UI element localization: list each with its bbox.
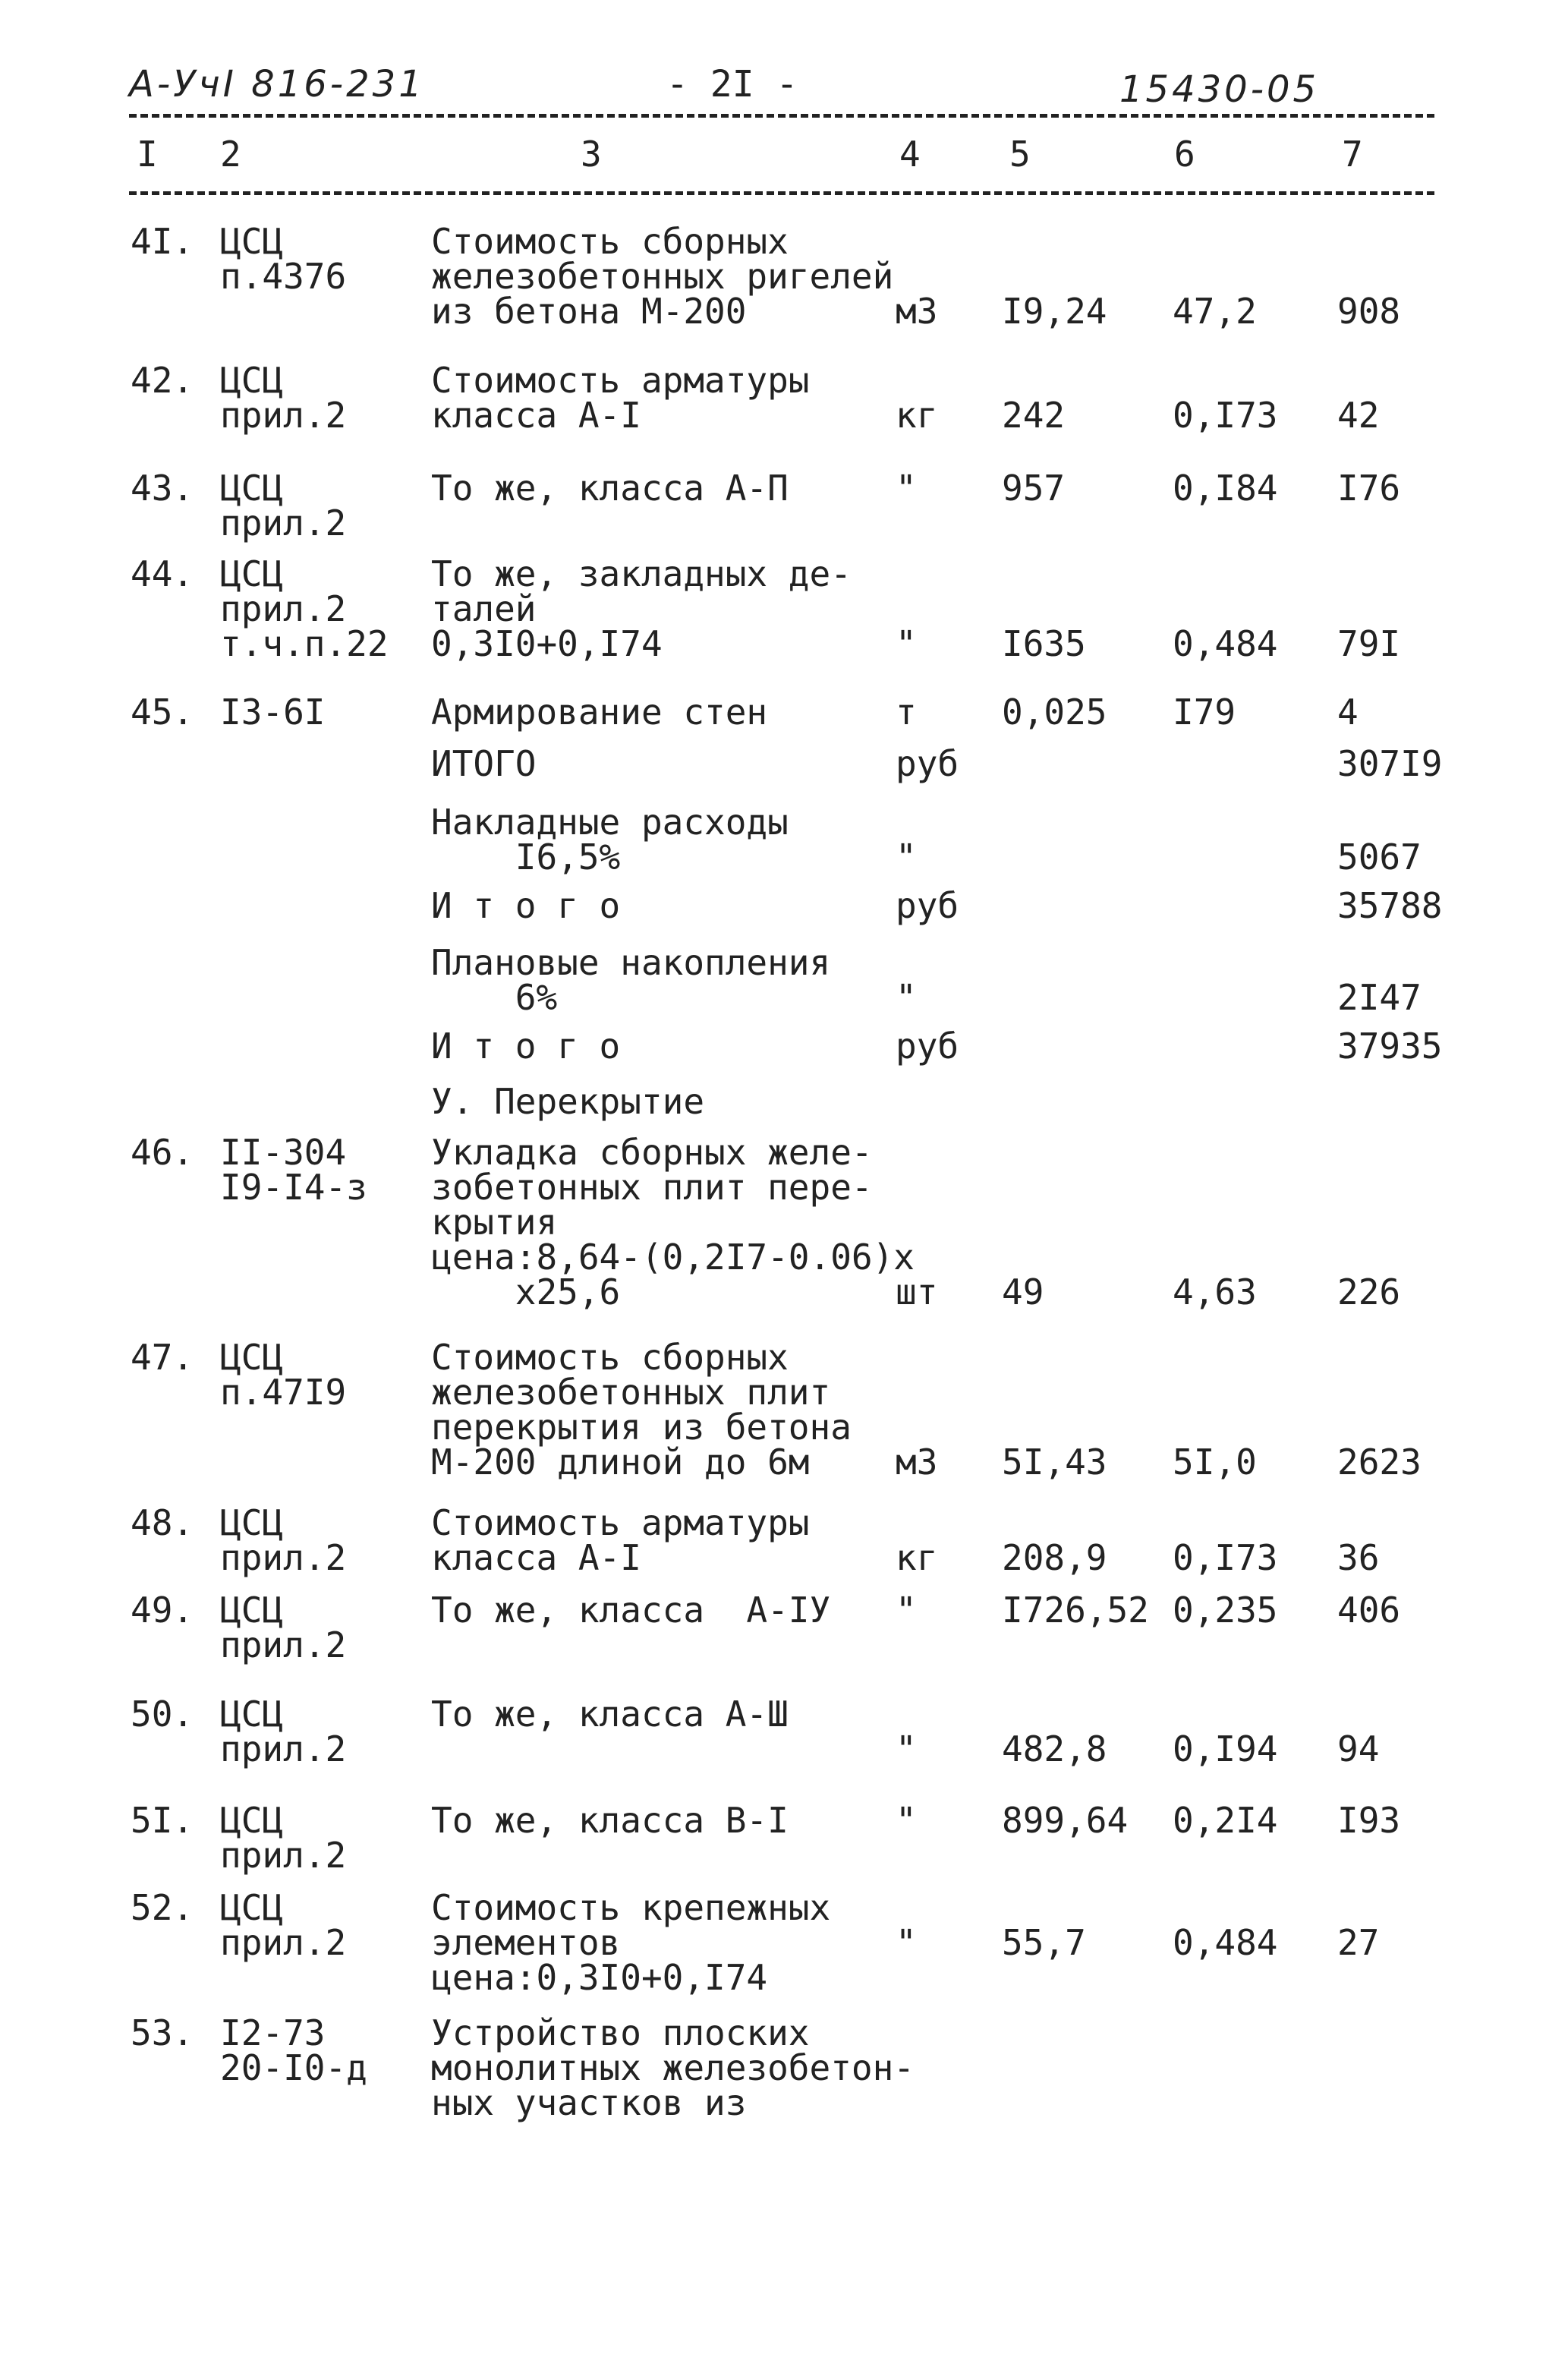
work-description bbox=[431, 942, 831, 1018]
work-description-line: Накладные расходы bbox=[431, 802, 789, 843]
rate-code-line: прил.2 bbox=[220, 395, 347, 436]
rate-code bbox=[220, 1887, 347, 1963]
total-cost: 307I9 bbox=[1337, 743, 1443, 784]
work-description-line: Стоимость арматуры bbox=[431, 1502, 810, 1543]
work-description-line: То же, класса А-П bbox=[431, 468, 789, 509]
unit: " bbox=[896, 837, 917, 878]
quantity: 55,7 bbox=[1002, 1922, 1086, 1963]
rate-code-line: т.ч.п.22 bbox=[220, 623, 389, 664]
unit: руб bbox=[896, 1026, 959, 1067]
rate-code bbox=[220, 468, 347, 544]
work-description-line: железобетонных плит bbox=[431, 1372, 831, 1413]
work-description-line: М-200 длиной до 6м bbox=[431, 1442, 810, 1483]
quantity: 0,025 bbox=[1002, 692, 1107, 733]
quantity: I635 bbox=[1002, 623, 1086, 664]
item-number: 46. bbox=[131, 1132, 194, 1173]
work-description-line: Плановые накопления bbox=[431, 942, 831, 983]
item-number: 48. bbox=[131, 1502, 194, 1543]
unit-price: 0,I94 bbox=[1173, 1728, 1278, 1769]
rate-code bbox=[220, 1502, 347, 1578]
work-description-line: класса А-I bbox=[431, 395, 641, 436]
total-cost: 36 bbox=[1337, 1537, 1380, 1578]
work-description bbox=[431, 743, 537, 784]
rate-code bbox=[220, 221, 347, 297]
unit: " bbox=[896, 1728, 917, 1769]
item-number: 50. bbox=[131, 1694, 194, 1735]
work-description-line: цена:8,64-(0,2I7-0.06)х bbox=[431, 1237, 915, 1278]
page-number: - 2I - bbox=[666, 63, 798, 106]
work-description-line: перекрытия из бетона bbox=[431, 1407, 852, 1448]
total-cost: 27 bbox=[1337, 1922, 1380, 1963]
unit-price: 47,2 bbox=[1173, 291, 1257, 332]
unit: " bbox=[896, 623, 917, 664]
rate-code-line: ЦСЦ bbox=[220, 468, 284, 509]
work-description-line: талей bbox=[431, 588, 537, 629]
work-description bbox=[431, 1502, 810, 1578]
item-number: 49. bbox=[131, 1590, 194, 1631]
total-cost: 79I bbox=[1337, 623, 1401, 664]
total-cost: 37935 bbox=[1337, 1026, 1443, 1067]
column-header-7: 7 bbox=[1342, 134, 1363, 175]
column-header-3: 3 bbox=[581, 134, 602, 175]
rate-code bbox=[220, 1800, 347, 1876]
quantity: 208,9 bbox=[1002, 1537, 1107, 1578]
item-number: 53. bbox=[131, 2012, 194, 2053]
column-header-6: 6 bbox=[1174, 134, 1195, 175]
rate-code-line: п.4376 bbox=[220, 256, 347, 297]
quantity: 242 bbox=[1002, 395, 1066, 436]
work-description bbox=[431, 1800, 789, 1841]
unit-price: 0,2I4 bbox=[1173, 1800, 1278, 1841]
work-description-line: железобетонных ригелей bbox=[431, 256, 894, 297]
item-number: 44. bbox=[131, 553, 194, 594]
rate-code-line: ЦСЦ bbox=[220, 1590, 284, 1631]
work-description-line: Армирование стен bbox=[431, 692, 768, 733]
total-cost: I93 bbox=[1337, 1800, 1401, 1841]
quantity: 482,8 bbox=[1002, 1728, 1107, 1769]
total-cost: 908 bbox=[1337, 291, 1401, 332]
unit: " bbox=[896, 1922, 917, 1963]
total-cost: 4 bbox=[1337, 692, 1359, 733]
doc-code: А-УчI 816-231 bbox=[129, 63, 425, 106]
total-cost: 42 bbox=[1337, 395, 1380, 436]
rate-code-line: прил.2 bbox=[220, 1624, 347, 1665]
rate-code bbox=[220, 692, 326, 733]
rate-code-line: ЦСЦ bbox=[220, 1337, 284, 1378]
work-description-line: То же, класса В-I bbox=[431, 1800, 789, 1841]
work-description-line: Стоимость арматуры bbox=[431, 360, 810, 401]
item-number: 42. bbox=[131, 360, 194, 401]
work-description-line: монолитных железобетон- bbox=[431, 2047, 915, 2088]
item-number: 5I. bbox=[131, 1800, 194, 1841]
unit-price: 0,I73 bbox=[1173, 395, 1278, 436]
work-description-line: Устройство плоских bbox=[431, 2012, 810, 2053]
work-description-line: То же, закладных де- bbox=[431, 553, 852, 594]
unit-price: 0,484 bbox=[1173, 1922, 1278, 1963]
quantity: I726,52 bbox=[1002, 1590, 1149, 1631]
work-description bbox=[431, 1590, 831, 1631]
item-number: 52. bbox=[131, 1887, 194, 1928]
rate-code bbox=[220, 1132, 367, 1208]
work-description-line: То же, класса А-IУ bbox=[431, 1590, 831, 1631]
quantity: 899,64 bbox=[1002, 1800, 1129, 1841]
work-description-line: ных участков из bbox=[431, 2082, 747, 2123]
item-number: 43. bbox=[131, 468, 194, 509]
work-description bbox=[431, 692, 768, 733]
work-description-line: класса А-I bbox=[431, 1537, 641, 1578]
quantity: 49 bbox=[1002, 1272, 1044, 1312]
unit: руб bbox=[896, 743, 959, 784]
work-description-line: элементов bbox=[431, 1922, 621, 1963]
work-description-line: зобетонных плит пере- bbox=[431, 1167, 873, 1208]
total-cost: 94 bbox=[1337, 1728, 1380, 1769]
work-description bbox=[431, 221, 894, 332]
unit-price: 0,235 bbox=[1173, 1590, 1278, 1631]
rate-code bbox=[220, 1337, 347, 1413]
rate-code bbox=[220, 1590, 347, 1665]
item-number: 45. bbox=[131, 692, 194, 733]
column-header-1: I bbox=[137, 134, 158, 175]
rate-code-line: ЦСЦ bbox=[220, 1694, 284, 1735]
rate-code bbox=[220, 2012, 367, 2088]
rate-code-line: I2-73 bbox=[220, 2012, 326, 2053]
rate-code-line: ЦСЦ bbox=[220, 360, 284, 401]
work-description bbox=[431, 1337, 852, 1483]
unit-price: I79 bbox=[1173, 692, 1236, 733]
unit-price: 5I,0 bbox=[1173, 1442, 1257, 1483]
work-description bbox=[431, 360, 810, 436]
work-description bbox=[431, 553, 852, 664]
unit: " bbox=[896, 977, 917, 1018]
rate-code-line: прил.2 bbox=[220, 1537, 347, 1578]
column-header-5: 5 bbox=[1009, 134, 1031, 175]
rate-code-line: ЦСЦ bbox=[220, 1502, 284, 1543]
rate-code-line: прил.2 bbox=[220, 1835, 347, 1876]
quantity: 5I,43 bbox=[1002, 1442, 1107, 1483]
item-number: 47. bbox=[131, 1337, 194, 1378]
unit: " bbox=[896, 1800, 917, 1841]
rate-code-line: I3-6I bbox=[220, 692, 326, 733]
total-cost: 2I47 bbox=[1337, 977, 1422, 1018]
work-description-line: Стоимость сборных bbox=[431, 221, 789, 262]
unit: м3 bbox=[896, 291, 938, 332]
work-description bbox=[431, 1132, 915, 1312]
unit: кг bbox=[896, 1537, 938, 1578]
column-header-4: 4 bbox=[899, 134, 921, 175]
total-cost: 226 bbox=[1337, 1272, 1401, 1312]
unit: " bbox=[896, 468, 917, 509]
rate-code-line: прил.2 bbox=[220, 503, 347, 544]
rate-code-line: II-304 bbox=[220, 1132, 347, 1173]
rate-code-line: прил.2 bbox=[220, 1922, 347, 1963]
work-description-line: И т о г о bbox=[431, 885, 621, 926]
work-description bbox=[431, 885, 621, 926]
work-description bbox=[431, 802, 789, 878]
total-cost: 406 bbox=[1337, 1590, 1401, 1631]
work-description-line: Стоимость крепежных bbox=[431, 1887, 831, 1928]
registration-number: 15430-05 bbox=[1119, 68, 1320, 111]
rate-code bbox=[220, 553, 389, 664]
unit: м3 bbox=[896, 1442, 938, 1483]
total-cost: 2623 bbox=[1337, 1442, 1422, 1483]
work-description-line: У. Перекрытие bbox=[431, 1081, 705, 1122]
work-description-line: I6,5% bbox=[431, 837, 621, 878]
rate-code-line: прил.2 bbox=[220, 588, 347, 629]
unit-price: 0,I73 bbox=[1173, 1537, 1278, 1578]
unit: руб bbox=[896, 885, 959, 926]
rate-code-line: п.47I9 bbox=[220, 1372, 347, 1413]
rate-code-line: I9-I4-з bbox=[220, 1167, 367, 1208]
unit-price: 0,484 bbox=[1173, 623, 1278, 664]
work-description-line: х25,6 bbox=[431, 1272, 621, 1312]
rate-code-line: 20-I0-д bbox=[220, 2047, 367, 2088]
work-description-line: 0,3I0+0,I74 bbox=[431, 623, 663, 664]
rate-code-line: прил.2 bbox=[220, 1728, 347, 1769]
unit: " bbox=[896, 1590, 917, 1631]
work-description-line: Стоимость сборных bbox=[431, 1337, 789, 1378]
unit: шт bbox=[896, 1272, 938, 1312]
unit: т bbox=[896, 692, 917, 733]
work-description-line: 6% bbox=[431, 977, 558, 1018]
rate-code bbox=[220, 1694, 347, 1769]
rate-code-line: ЦСЦ bbox=[220, 1800, 284, 1841]
work-description-line: То же, класса А-Ш bbox=[431, 1694, 789, 1735]
work-description-line: ИТОГО bbox=[431, 743, 537, 784]
item-number: 4I. bbox=[131, 221, 194, 262]
work-description-line: из бетона М-200 bbox=[431, 291, 747, 332]
unit: кг bbox=[896, 395, 938, 436]
unit-price: 4,63 bbox=[1173, 1272, 1257, 1312]
work-description bbox=[431, 2012, 915, 2123]
work-description-line: Укладка сборных желе- bbox=[431, 1132, 873, 1173]
work-description bbox=[431, 1026, 621, 1067]
work-description bbox=[431, 1694, 789, 1735]
work-description bbox=[431, 468, 789, 509]
rate-code-line: ЦСЦ bbox=[220, 553, 284, 594]
work-description-line: И т о г о bbox=[431, 1026, 621, 1067]
quantity: 957 bbox=[1002, 468, 1066, 509]
total-cost: 35788 bbox=[1337, 885, 1443, 926]
column-header-2: 2 bbox=[220, 134, 241, 175]
work-description-line: крытия bbox=[431, 1202, 558, 1243]
work-description bbox=[431, 1887, 831, 1998]
work-description-line: цена:0,3I0+0,I74 bbox=[431, 1957, 768, 1998]
total-cost: 5067 bbox=[1337, 837, 1422, 878]
work-description bbox=[431, 1081, 705, 1122]
rate-code-line: ЦСЦ bbox=[220, 1887, 284, 1928]
unit-price: 0,I84 bbox=[1173, 468, 1278, 509]
total-cost: I76 bbox=[1337, 468, 1401, 509]
quantity: I9,24 bbox=[1002, 291, 1107, 332]
rate-code bbox=[220, 360, 347, 436]
rate-code-line: ЦСЦ bbox=[220, 221, 284, 262]
